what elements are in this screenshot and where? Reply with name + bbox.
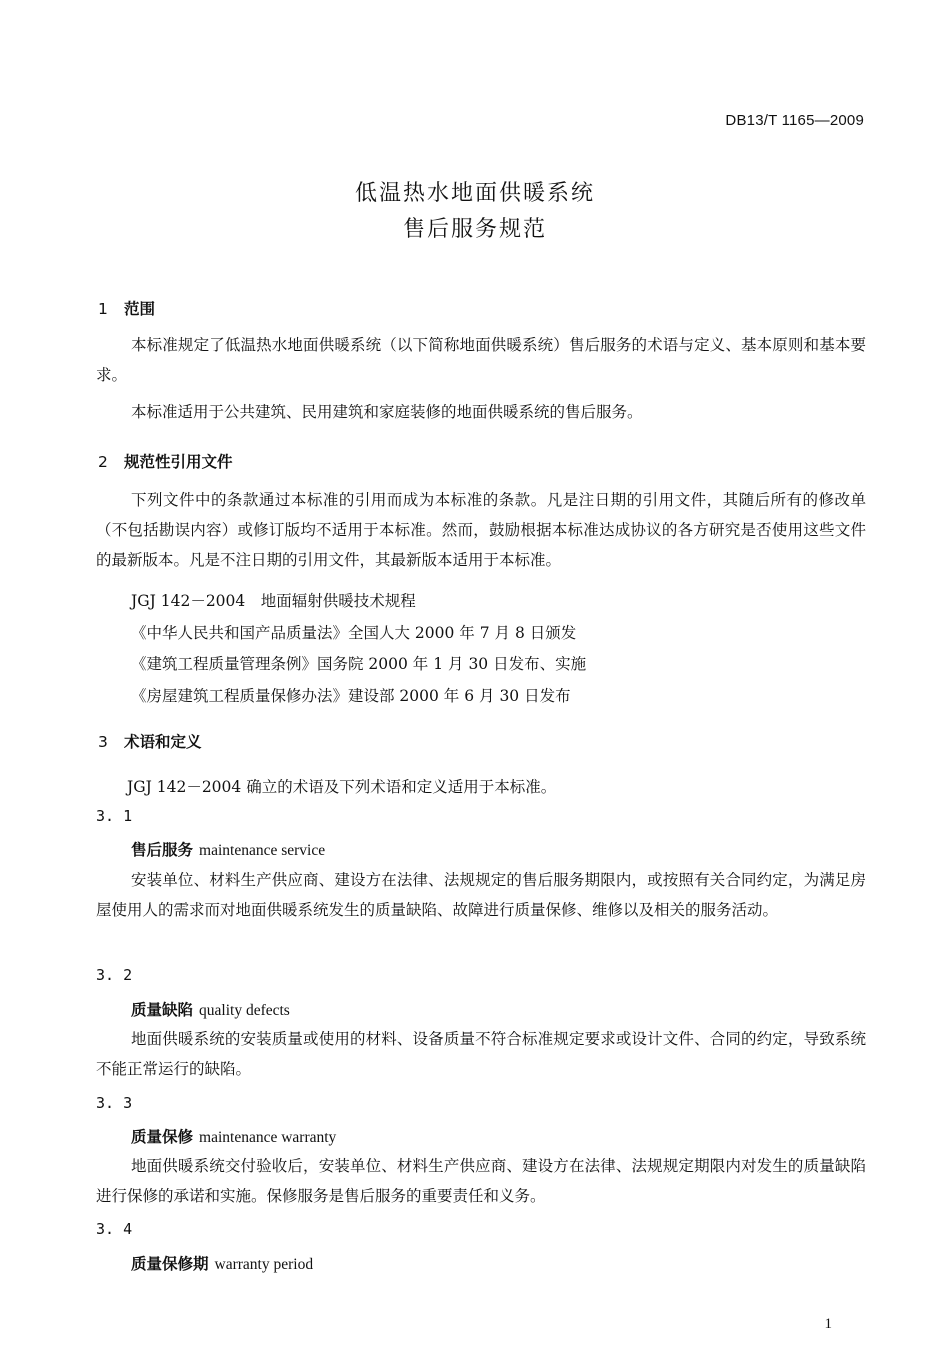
term-definition: 地面供暖系统的安装质量或使用的材料、设备质量不符合标准规定要求或设计文件、合同的约定，导致系统不能正常运行的缺陷。 [96,1030,866,1078]
term-heading [131,838,325,860]
section-number: 1 [98,300,108,318]
section-title: 范围 [124,300,156,318]
section-1-paragraph-1: 本标准规定了低温热水地面供暖系统（以下简称地面供暖系统）售后服务的术语与定义、基本原则和基本要求。 [96,336,866,384]
page-number: 1 [824,1316,832,1332]
section-3-intro: JGJ 142－2004 确立的术语及下列术语和定义适用于本标准。 [127,778,557,796]
standard-number: DB13/T 1165—2009 [725,112,864,129]
reference-item: 《建筑工程质量管理条例》国务院 2000 年 1 月 30 日发布、实施 [131,655,587,673]
term-english: maintenance warranty [199,1129,337,1146]
section-2-heading [98,450,233,472]
term-definition: 地面供暖系统交付验收后，安装单位、材料生产供应商、建设方在法律、法规规定期限内对发生的质量缺陷进行保修的承诺和实施。保修服务是售后服务的重要责任和义务。 [96,1157,866,1205]
term-english: warranty period [214,1256,314,1273]
clause-number: 3. 2 [96,966,133,984]
reference-item: 《中华人民共和国产品质量法》全国人大 2000 年 7 月 8 日颁发 [131,624,577,642]
section-1-paragraph-2: 本标准适用于公共建筑、民用建筑和家庭装修的地面供暖系统的售后服务。 [131,403,643,421]
section-1-heading [98,297,155,319]
section-title: 术语和定义 [124,733,202,751]
term-chinese: 质量保修 [131,1128,194,1146]
section-number: 3 [98,733,108,751]
section-2-intro: 下列文件中的条款通过本标准的引用而成为本标准的条款。凡是注日期的引用文件，其随后所有的修改单（不包括勘误内容）或修订版均不适用于本标准。然而，鼓励根据本标准达成协议的各方研究是否使用这些文件的最新版本。凡是不注日期的引用文件，其最新版本适用于本标准。 [96,491,866,569]
term-chinese: 售后服务 [131,841,194,859]
section-number: 2 [98,453,108,471]
clause-number: 3. 3 [96,1094,133,1112]
term-heading [131,1125,336,1147]
reference-item: JGJ 142－2004 地面辐射供暖技术规程 [131,592,416,610]
term-english: maintenance service [199,842,326,859]
section-title: 规范性引用文件 [124,453,233,471]
term-chinese: 质量缺陷 [131,1001,194,1019]
document-title-line1: 低温热水地面供暖系统 [354,181,595,206]
term-definition: 安装单位、材料生产供应商、建设方在法律、法规规定的售后服务期限内，或按照有关合同约定，为满足房屋使用人的需求而对地面供暖系统发生的质量缺陷、故障进行质量保修、维修以及相关的服务活动。 [96,871,866,919]
term-heading [131,998,290,1020]
section-3-heading [98,730,202,752]
term-heading [131,1252,313,1274]
term-english: quality defects [199,1002,290,1019]
reference-item: 《房屋建筑工程质量保修办法》建设部 2000 年 6 月 30 日发布 [131,687,571,705]
clause-number: 3. 1 [96,807,133,825]
document-title-line2: 售后服务规范 [402,217,547,242]
term-chinese: 质量保修期 [131,1255,209,1273]
clause-number: 3. 4 [96,1220,133,1238]
